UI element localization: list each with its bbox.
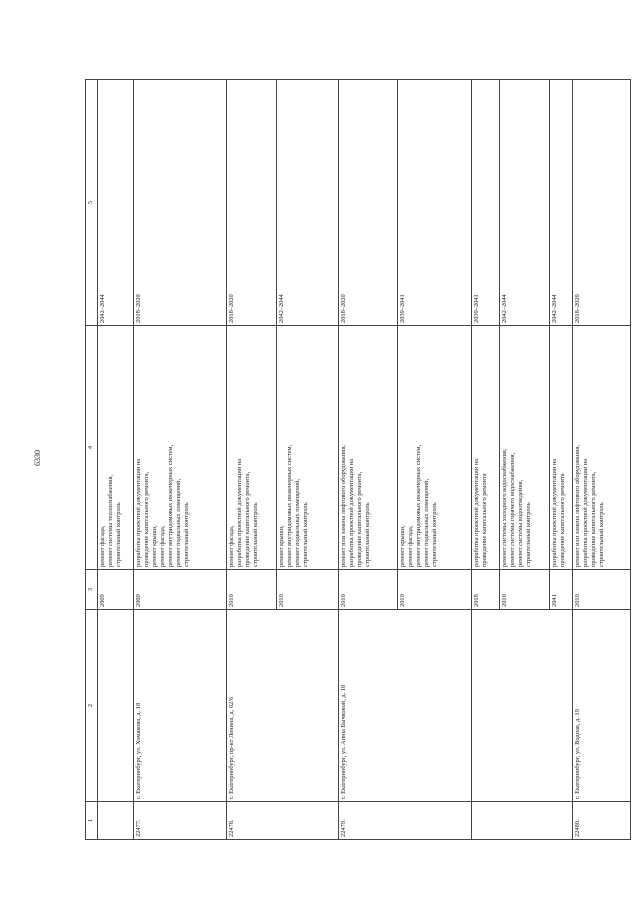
year-cell: 2010 xyxy=(573,570,631,610)
house-number-cell: 22478. xyxy=(227,802,339,840)
address-cell: г. Екатеринбург, ул. Анны Бычковой, д. 18 xyxy=(339,610,472,802)
work-item: ремонт системы водоотведения, xyxy=(516,479,524,567)
period-cell: 2039–2041 xyxy=(398,80,472,326)
year-cell: 2010 xyxy=(227,570,277,610)
year-cell: 2041 xyxy=(550,570,573,610)
year-cell: 2010 xyxy=(339,570,398,610)
work-item: ремонт крыши, xyxy=(278,525,285,567)
work-item: разработка проектной документации на xyxy=(347,458,355,567)
work-item: ремонт крыши, xyxy=(150,525,158,567)
work-item: разработка проектной документации на xyxy=(551,458,558,567)
work-item: строительный контроль xyxy=(182,502,190,567)
work-item: ремонт системы теплоснабжения, xyxy=(106,474,114,567)
address-cell: г. Екатеринбург, ул. Водная, д. 19 xyxy=(573,610,631,802)
column-number: 3 xyxy=(86,570,98,610)
work-item: ремонт подвальных помещений, xyxy=(422,478,430,567)
year-cell: 2010 xyxy=(500,570,550,610)
table-row xyxy=(227,80,277,840)
register-table xyxy=(85,79,631,840)
work-item: ремонт или замена лифтового оборудования, xyxy=(574,444,581,567)
column-number: 1 xyxy=(86,802,98,840)
works-cell xyxy=(472,326,500,570)
work-item: ремонт фасада, xyxy=(99,525,106,567)
table-row xyxy=(472,80,500,840)
table-row xyxy=(339,80,398,840)
rotated-table-container xyxy=(85,80,605,840)
house-number-cell: 22477. xyxy=(134,802,227,840)
year-cell: 2009 xyxy=(134,570,227,610)
works-cell xyxy=(134,326,227,570)
work-item: ремонт или замена лифтового оборудования, xyxy=(340,444,347,567)
work-item: строительный контроль xyxy=(430,502,438,567)
page-number: 6330 xyxy=(33,450,42,466)
work-item: проведение капитального ремонта, xyxy=(355,471,363,567)
work-item: ремонт крыши, xyxy=(399,525,406,567)
work-item: строительный контроль xyxy=(301,502,309,567)
works-cell xyxy=(500,326,550,570)
work-item: ремонт внутридомовых инженерных систем, xyxy=(285,444,293,567)
house-number-cell xyxy=(98,802,134,840)
register-table-body xyxy=(86,80,631,840)
period-cell: 2042–2044 xyxy=(550,80,573,326)
works-cell xyxy=(573,326,631,570)
work-item: строительный контроль xyxy=(363,502,371,567)
work-item: разработка проектной документации на xyxy=(135,458,142,567)
work-item: строительный контроль xyxy=(597,502,605,567)
address-cell: г. Екатеринбург, пр-кт Ленина, д. 62/6 xyxy=(227,610,339,802)
period-cell: 2042–2044 xyxy=(98,80,134,326)
work-item: проведение капитального ремонта xyxy=(480,473,488,567)
works-cell xyxy=(339,326,398,570)
period-cell: 2018–2020 xyxy=(573,80,631,326)
work-item: ремонт системы холодного водоснабжения, xyxy=(501,448,508,567)
year-cell: 2010 xyxy=(398,570,472,610)
work-item: разработка проектной документации на xyxy=(473,458,480,567)
table-row xyxy=(573,80,631,840)
work-item: проведение капитального ремонта, xyxy=(243,471,251,567)
period-cell: 2042–2044 xyxy=(277,80,339,326)
works-cell xyxy=(98,326,134,570)
work-item: проведение капитального ремонта, xyxy=(589,471,597,567)
period-cell: 2018–2020 xyxy=(339,80,398,326)
works-cell xyxy=(550,326,573,570)
period-cell: 2042–2044 xyxy=(500,80,550,326)
table-row xyxy=(134,80,227,840)
work-item: проведение капитального ремонта, xyxy=(142,471,150,567)
work-item: ремонт подвальных помещений, xyxy=(174,478,182,567)
work-item: строительный контроль xyxy=(524,502,532,567)
work-item: строительный контроль xyxy=(114,502,122,567)
period-cell: 2018–2020 xyxy=(227,80,277,326)
year-cell: 2010 xyxy=(277,570,339,610)
work-item: разработка проектной документации на xyxy=(581,458,589,567)
period-cell: 2018–2020 xyxy=(134,80,227,326)
house-number-cell: 22480. xyxy=(573,802,631,840)
work-item: ремонт фасада, xyxy=(228,525,235,567)
work-item: проведение капитального ремонта xyxy=(558,473,566,567)
work-item: ремонт внутридомовых инженерных систем, xyxy=(166,444,174,567)
address-cell: г. Екатеринбург, ул. Хомякова, д. 18 xyxy=(134,610,227,802)
column-number: 5 xyxy=(86,80,98,326)
work-item: ремонт системы горячего водоснабжения, xyxy=(508,452,516,567)
work-item: разработка проектной документации на xyxy=(235,458,243,567)
column-number-row xyxy=(86,80,98,840)
address-cell xyxy=(98,610,134,802)
work-item: ремонт фасада, xyxy=(406,525,414,567)
work-item: ремонт фасада, xyxy=(158,525,166,567)
address-cell xyxy=(472,610,573,802)
house-number-cell: 22479. xyxy=(339,802,472,840)
work-item: ремонт внутридомовых инженерных систем, xyxy=(414,444,422,567)
table-row xyxy=(98,80,134,840)
column-number: 4 xyxy=(86,326,98,570)
year-cell: 2018 xyxy=(472,570,500,610)
column-number: 2 xyxy=(86,610,98,802)
period-cell: 2039–2041 xyxy=(472,80,500,326)
works-cell xyxy=(227,326,277,570)
works-cell xyxy=(398,326,472,570)
work-item: строительный контроль xyxy=(251,502,259,567)
house-number-cell xyxy=(472,802,573,840)
year-cell: 2009 xyxy=(98,570,134,610)
works-cell xyxy=(277,326,339,570)
work-item: ремонт подвальных помещений, xyxy=(293,478,301,567)
